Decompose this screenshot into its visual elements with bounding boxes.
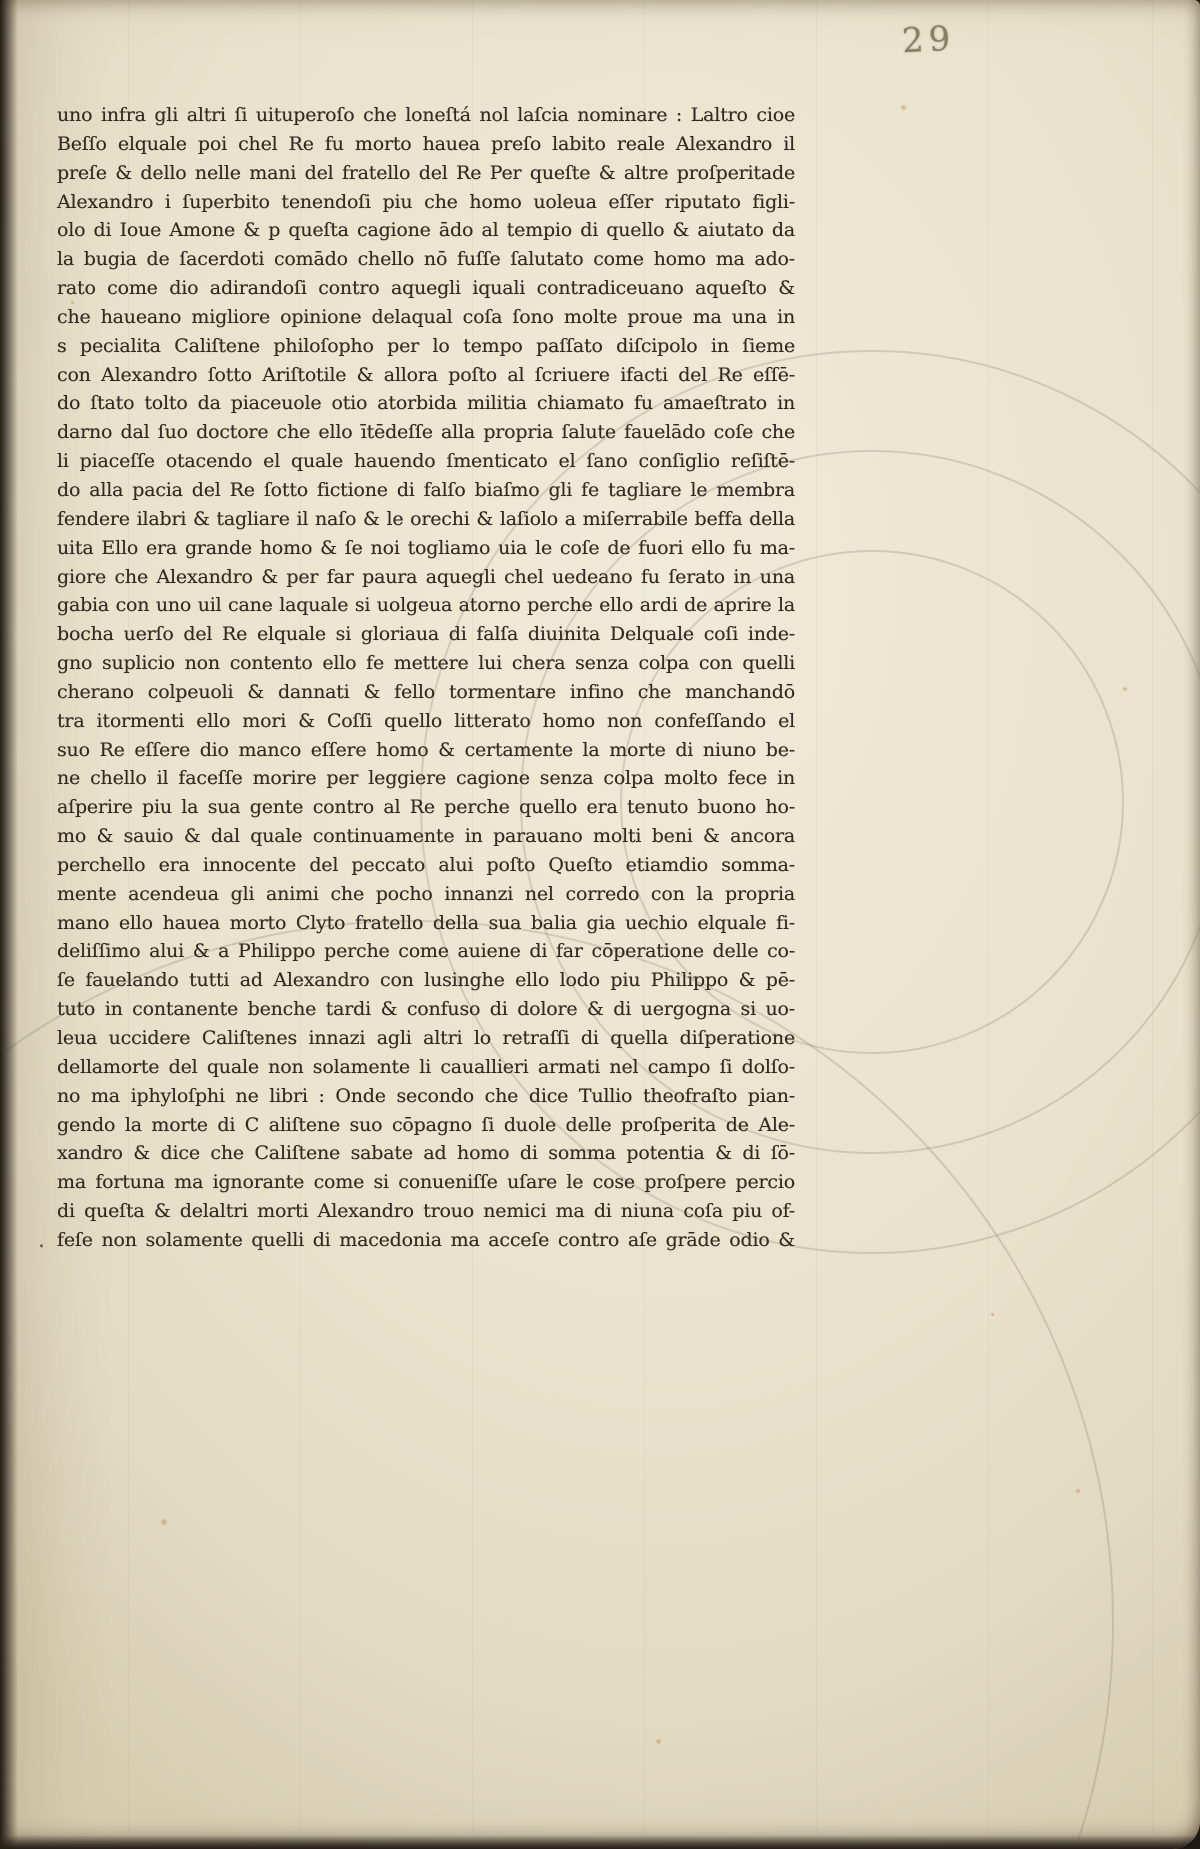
text-line: perchello era innocente del peccato alui poſto Queſto etiamdio somma-	[57, 853, 795, 876]
foxing-spot	[1122, 686, 1128, 692]
text-line: di queſta & delaltri morti Alexandro trouo nemici ma di niuna coſa piu of-	[57, 1200, 795, 1223]
text-line: tra itormenti ello mori & Coſſi quello litterato homo non confeſſando el	[57, 709, 795, 732]
text-line: xandro & dice che Caliſtene sabate ad homo di somma potentia & di ſō-	[57, 1142, 795, 1165]
text-line: dellamorte del quale non solamente li cauallieri armati nel campo ſi dolſo-	[57, 1055, 795, 1078]
text-line: aſperire piu la sua gente contro al Re perche quello era tenuto buono ho-	[57, 796, 795, 819]
foxing-spot	[1075, 1488, 1081, 1494]
foxing-spot	[160, 1518, 168, 1526]
text-block	[57, 101, 795, 1255]
text-line: ſe fauelando tutti ad Alexandro con lusinghe ello lodo piu Philippo & pē-	[57, 969, 795, 992]
folio-number: 29	[900, 18, 957, 62]
foxing-spot	[655, 1738, 662, 1745]
text-line: mente acendeua gli animi che pocho innanzi nel corredo con la propria	[57, 882, 795, 905]
text-line: olo di Ioue Amone & p queſta cagione ādo al tempio di quello & aiutato da	[57, 219, 795, 242]
text-line: bocha uerſo del Re elquale si gloriaua di falſa diuinita Delquale coſi inde-	[57, 623, 795, 646]
page-bottom-edge	[0, 1835, 1200, 1849]
foxing-spot	[990, 1312, 995, 1317]
text-line: darno dal ſuo doctore che ello ītēdeſſe alla propria ſalute fauelādo coſe che	[57, 421, 795, 444]
text-line: s pecialita Caliſtene philoſopho per lo tempo paſſato diſcipolo in ſieme	[57, 334, 795, 357]
text-line: che haueano migliore opinione delaqual coſa ſono molte proue ma una in	[57, 305, 795, 328]
text-line: uno infra gli altri ſi uituperoſo che loneſtá nol laſcia nominare : Laltro cioe	[57, 104, 795, 126]
text-line: fendere ilabri & tagliare il naſo & le orechi & laſiolo a miſerrabile beffa della	[57, 507, 795, 530]
text-line: ma fortuna ma ignorante come si conueniſſe uſare le cose proſpere percio	[57, 1171, 795, 1194]
text-line: gno suplicio non contento ello fe mettere lui chera senza colpa con quelli	[57, 652, 795, 675]
text-line: con Alexandro ſotto Ariſtotile & allora poſto al ſcriuere ifacti del Re eſſē-	[57, 363, 795, 386]
text-line: la bugia de ſacerdoti comādo chello nō fuſſe ſalutato come homo ma ado-	[57, 248, 795, 271]
text-line: mano ello hauea morto Clyto fratello della sua balia gia uechio elquale fi-	[57, 911, 795, 934]
text-line: Beſſo elquale poi chel Re fu morto hauea preſo labito reale Alexandro il	[57, 132, 795, 155]
foxing-spot	[900, 104, 907, 111]
text-line: gabia con uno uil cane laquale si uolgeua atorno perche ello ardi de aprire la	[57, 594, 795, 617]
text-line: feſe non solamente quelli di macedonia ma acceſe contro aſe grāde odio &	[57, 1228, 795, 1251]
text-line: cherano colpeuoli & dannati & fello tormentare infino che manchandō	[57, 680, 795, 703]
text-line: giore che Alexandro & per far paura aquegli chel uedeano fu ſerato in una	[57, 565, 795, 588]
text-line: preſe & dello nelle mani del fratello del Re Per queſte & altre proſperitade	[57, 161, 795, 184]
text-line: do ſtato tolto da piaceuole otio atorbida militia chiamato fu amaeſtrato in	[57, 392, 795, 415]
text-line: uita Ello era grande homo & ſe noi togliamo uia le coſe de fuori ello fu ma-	[57, 536, 795, 559]
text-line: mo & sauio & dal quale continuamente in parauano molti beni & ancora	[57, 825, 795, 848]
text-line: deliſſimo alui & a Philippo perche come auiene di far cōperatione delle co-	[57, 940, 795, 963]
text-line: rato come dio adirandoſi contro aquegli iquali contradiceuano aqueſto &	[57, 277, 795, 300]
text-line: leua uccidere Caliſtenes innazi agli altri lo retraſſi di quella diſperatione	[57, 1027, 795, 1049]
text-line: gendo la morte di C aliſtene suo cōpagno ſi duole delle proſperita de Ale-	[57, 1113, 795, 1136]
text-line: do alla pacia del Re ſotto fictione di falſo biaſmo gli fe tagliare le membra	[57, 478, 795, 501]
text-line: tuto in contanente benche tardi & confuso di dolore & di uergogna si uo-	[57, 998, 795, 1021]
text-line: suo Re eſſere dio manco eſſere homo & certamente la morte di niuno be-	[57, 738, 795, 761]
text-line: Alexandro i ſuperbito tenendoſi piu che homo uoleua eſſer riputato figli-	[57, 190, 795, 213]
text-line: li piaceſſe otacendo el quale hauendo ſmenticato el ſano conſiglio reſiſtē-	[57, 450, 795, 473]
text-line: ne chello il faceſſe morire per leggiere cagione senza colpa molto fece in	[57, 767, 795, 790]
margin-mark: .	[38, 1228, 45, 1253]
page-left-edge	[0, 0, 18, 1849]
text-line: no ma iphyloſphi ne libri : Onde secondo che dice Tullio theofraſto pian-	[57, 1084, 795, 1107]
